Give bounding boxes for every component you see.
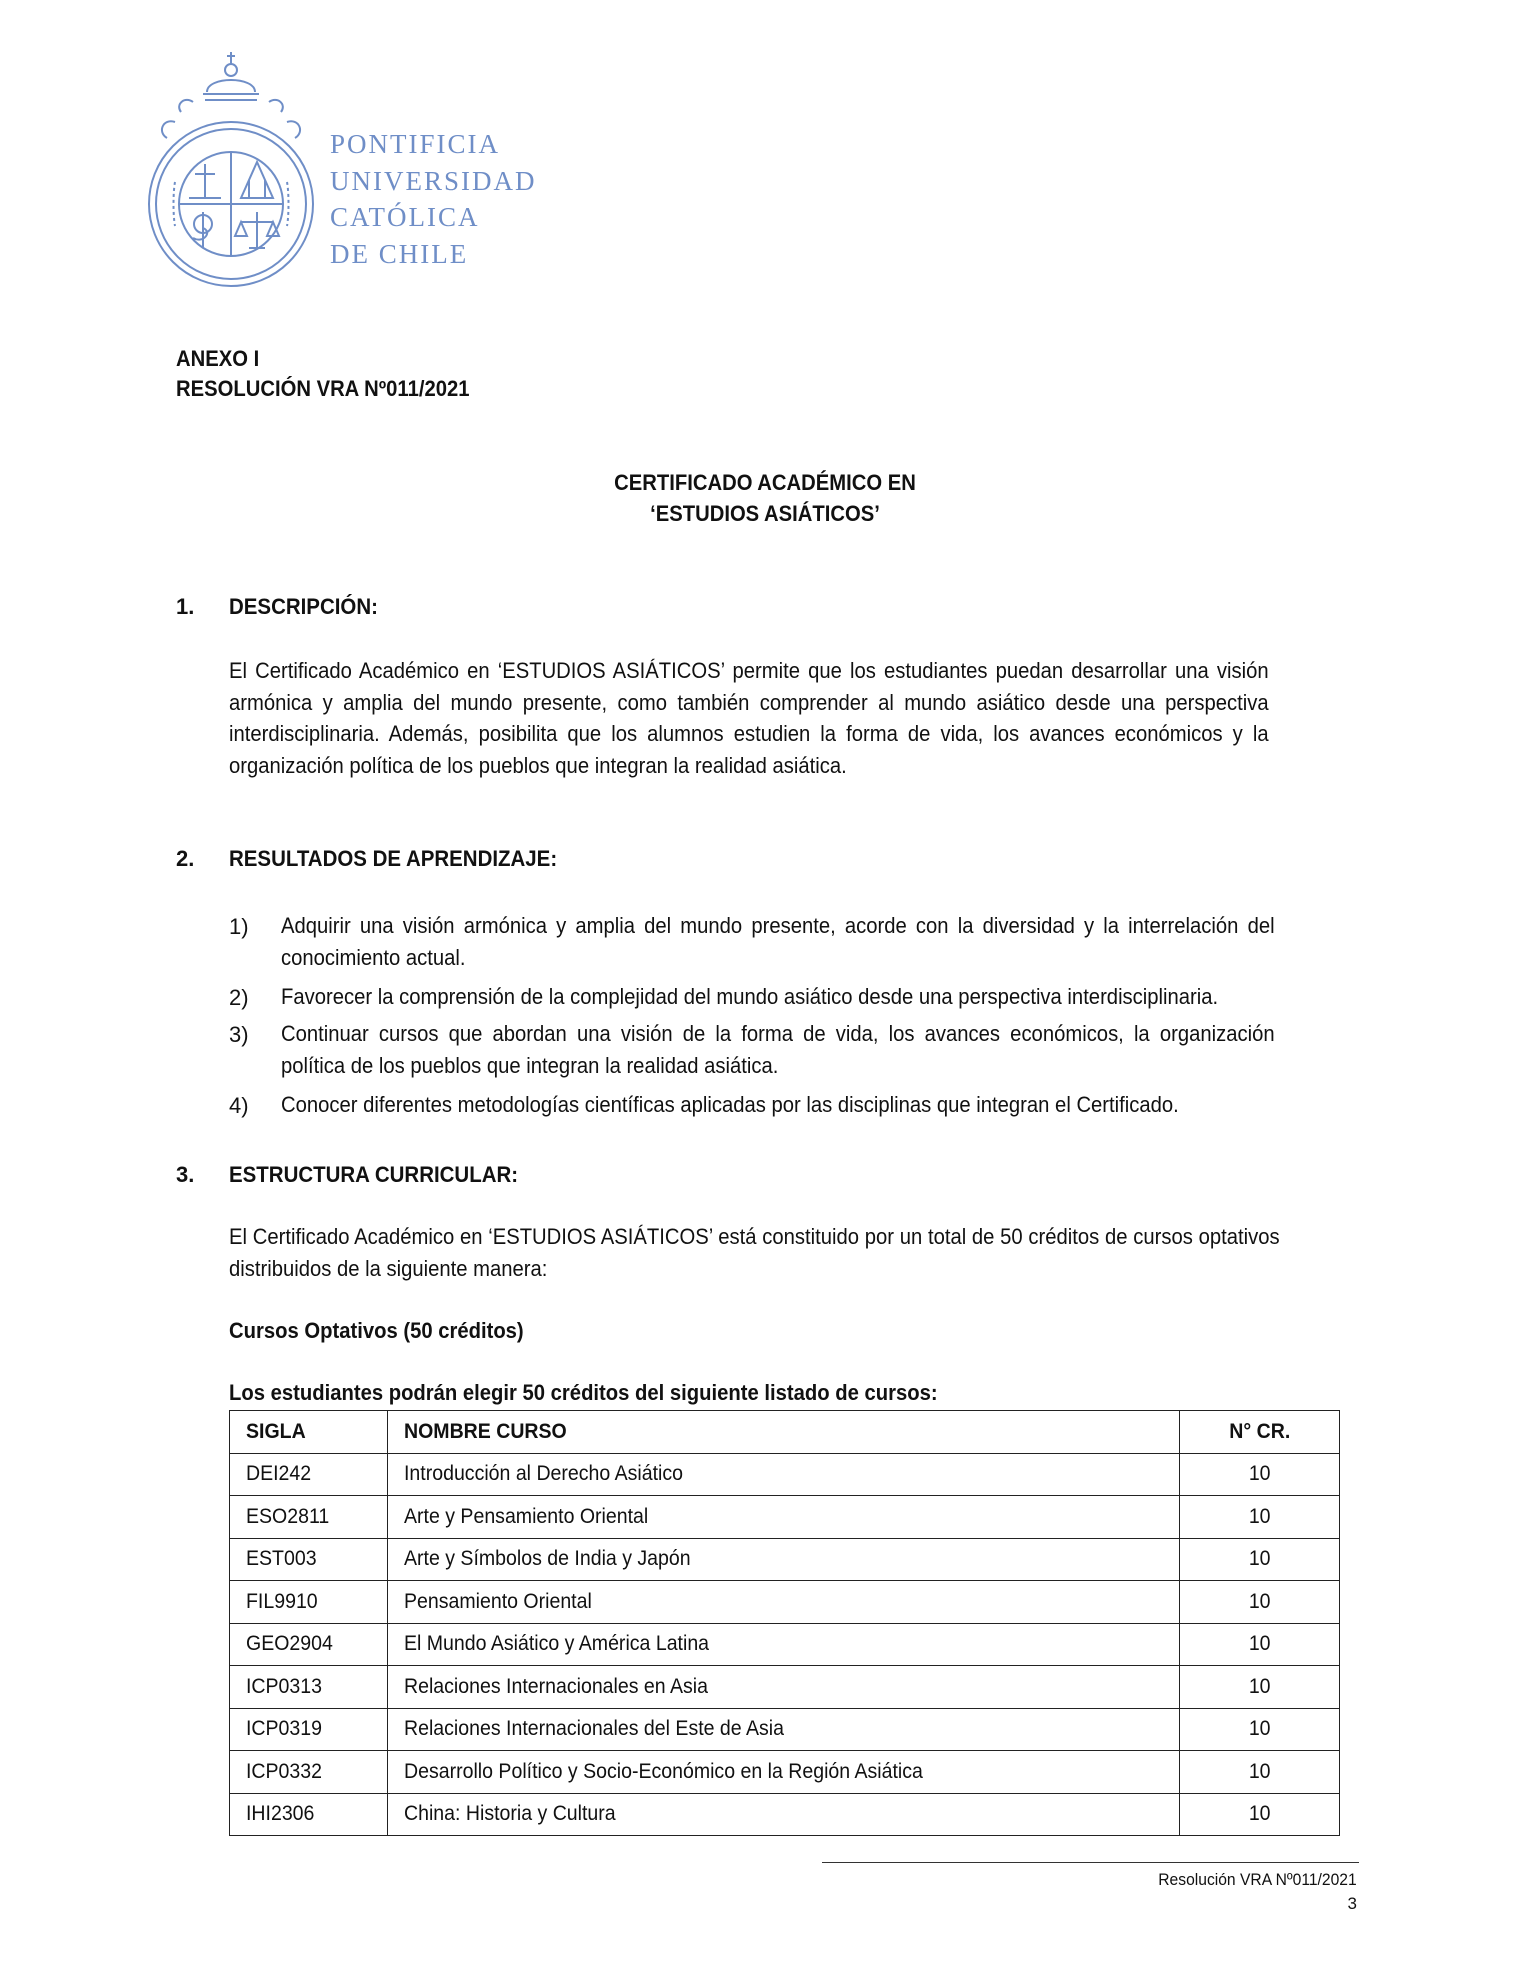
course-name-cell — [387, 1496, 1179, 1539]
course-code: FIL9910 — [246, 1589, 318, 1613]
course-code-cell — [230, 1666, 388, 1709]
course-name: Arte y Pensamiento Oriental — [403, 1504, 649, 1528]
footer-divider — [822, 1862, 1359, 1863]
course-name-cell — [387, 1751, 1179, 1794]
table-row — [230, 1623, 1340, 1666]
course-name-cell — [387, 1538, 1179, 1581]
course-credits: 10 — [1248, 1462, 1271, 1486]
course-code: ICP0319 — [246, 1717, 323, 1741]
list-item-number: 2) — [229, 985, 249, 1010]
list-item: Favorecer la comprensión de la complejidad del mundo asiático desde una perspectiva interdisciplinaria. — [281, 984, 1219, 1009]
course-code: ESO2811 — [246, 1504, 330, 1528]
course-name: Pensamiento Oriental — [403, 1589, 592, 1613]
course-code-cell — [230, 1538, 388, 1581]
column-header-credits — [1180, 1411, 1340, 1454]
course-code-cell — [230, 1581, 388, 1624]
university-name-logo — [330, 126, 537, 272]
page-number: 3 — [1347, 1894, 1357, 1913]
course-name: Desarrollo Político y Socio-Económico en la Región Asiática — [403, 1759, 923, 1783]
title-line: ‘ESTUDIOS ASIÁTICOS’ — [650, 501, 880, 526]
course-code-cell — [230, 1793, 388, 1836]
credits-cell — [1180, 1793, 1340, 1836]
credits-cell — [1180, 1708, 1340, 1751]
courses-table — [229, 1410, 1340, 1836]
header-label: N° CR. — [1229, 1419, 1291, 1443]
structure-paragraph: El Certificado Académico en ‘ESTUDIOS ASIÁTICOS’ está constituido por un total de 50 créditos de cursos optativos distribuidos de la siguiente manera: — [229, 1224, 1280, 1281]
course-name: Arte y Símbolos de India y Japón — [403, 1547, 691, 1571]
course-code: DEI242 — [246, 1462, 312, 1486]
logo-line: CATÓLICA — [330, 202, 480, 232]
course-name-cell — [387, 1708, 1179, 1751]
list-item: Conocer diferentes metodologías científicas aplicadas por las disciplinas que integran el Certificado. — [281, 1092, 1179, 1117]
course-name: Relaciones Internacionales en Asia — [403, 1674, 708, 1698]
course-credits: 10 — [1248, 1547, 1271, 1571]
section-number: 1. — [176, 594, 195, 619]
section-title: DESCRIPCIÓN: — [229, 594, 378, 619]
course-credits: 10 — [1248, 1717, 1271, 1741]
course-code: ICP0313 — [246, 1674, 323, 1698]
list-item-number: 1) — [229, 914, 249, 939]
list-item: Adquirir una visión armónica y amplia del mundo presente, acorde con la diversidad y la interrelación del conocimiento actual. — [281, 913, 1275, 970]
course-code: IHI2306 — [246, 1802, 315, 1826]
course-credits: 10 — [1248, 1759, 1271, 1783]
section-title: RESULTADOS DE APRENDIZAJE: — [229, 846, 558, 871]
course-code-cell — [230, 1751, 388, 1794]
course-code: ICP0332 — [246, 1759, 323, 1783]
description-paragraph: El Certificado Académico en ‘ESTUDIOS ASIÁTICOS’ permite que los estudiantes puedan desarrollar una visión armónica y amplia del mundo presente, como también comprender al mundo asiático desde una perspectiva interdisciplinaria. Además, posibilita que los alumnos estudien la forma de vida, los avances económicos y la organización política de los pueblos que integran la realidad asiática. — [229, 658, 1269, 778]
course-code: EST003 — [246, 1547, 317, 1571]
optional-courses-subheading: Cursos Optativos (50 créditos) — [229, 1318, 524, 1343]
section-title: ESTRUCTURA CURRICULAR: — [229, 1162, 519, 1187]
course-credits: 10 — [1248, 1589, 1271, 1613]
credits-cell — [1180, 1623, 1340, 1666]
column-header-course-name — [387, 1411, 1179, 1454]
course-name-cell — [387, 1581, 1179, 1624]
table-row — [230, 1581, 1340, 1624]
column-header-sigla — [230, 1411, 388, 1454]
table-row — [230, 1538, 1340, 1581]
list-item-number: 4) — [229, 1093, 249, 1118]
logo-line: PONTIFICIA — [330, 129, 501, 159]
course-name-cell — [387, 1793, 1179, 1836]
course-name-cell — [387, 1623, 1179, 1666]
section-number: 3. — [176, 1162, 195, 1187]
credits-cell — [1180, 1453, 1340, 1496]
credits-cell — [1180, 1751, 1340, 1794]
course-code: GEO2904 — [246, 1632, 333, 1656]
document-title — [0, 467, 1530, 529]
resolution-line: RESOLUCIÓN VRA Nº011/2021 — [176, 376, 470, 401]
course-name-cell — [387, 1453, 1179, 1496]
list-item-number: 3) — [229, 1022, 249, 1047]
credits-cell — [1180, 1666, 1340, 1709]
course-credits: 10 — [1248, 1632, 1271, 1656]
annex-line: ANEXO I — [176, 346, 260, 371]
course-name: Introducción al Derecho Asiático — [403, 1462, 683, 1486]
course-credits: 10 — [1248, 1504, 1271, 1528]
footer-resolution-reference: Resolución VRA Nº011/2021 — [1158, 1870, 1357, 1889]
table-header-row — [230, 1411, 1340, 1454]
credits-cell — [1180, 1581, 1340, 1624]
logo-line: DE CHILE — [330, 238, 469, 269]
course-code-cell — [230, 1496, 388, 1539]
credits-cell — [1180, 1538, 1340, 1581]
course-credits: 10 — [1248, 1802, 1271, 1826]
course-code-cell — [230, 1623, 388, 1666]
annex-heading — [176, 344, 469, 404]
table-row — [230, 1751, 1340, 1794]
course-name: China: Historia y Cultura — [403, 1802, 616, 1826]
table-row — [230, 1453, 1340, 1496]
course-name: El Mundo Asiático y América Latina — [403, 1632, 709, 1656]
table-row — [230, 1793, 1340, 1836]
credits-cell — [1180, 1496, 1340, 1539]
section-number: 2. — [176, 846, 195, 871]
university-seal-logo — [145, 52, 317, 288]
table-row — [230, 1708, 1340, 1751]
course-code-cell — [230, 1708, 388, 1751]
logo-line: UNIVERSIDAD — [330, 165, 537, 196]
header-label: NOMBRE CURSO — [403, 1419, 567, 1443]
table-row — [230, 1666, 1340, 1709]
course-code-cell — [230, 1453, 388, 1496]
table-row — [230, 1496, 1340, 1539]
course-credits: 10 — [1248, 1674, 1271, 1698]
course-name-cell — [387, 1666, 1179, 1709]
header-label: SIGLA — [246, 1419, 306, 1443]
title-line: CERTIFICADO ACADÉMICO EN — [614, 470, 916, 495]
table-caption: Los estudiantes podrán elegir 50 créditos del siguiente listado de cursos: — [229, 1380, 938, 1405]
list-item: Continuar cursos que abordan una visión de la forma de vida, los avances económicos, la organización política de los pueblos que integran la realidad asiática. — [281, 1021, 1275, 1078]
course-name: Relaciones Internacionales del Este de Asia — [403, 1717, 784, 1741]
